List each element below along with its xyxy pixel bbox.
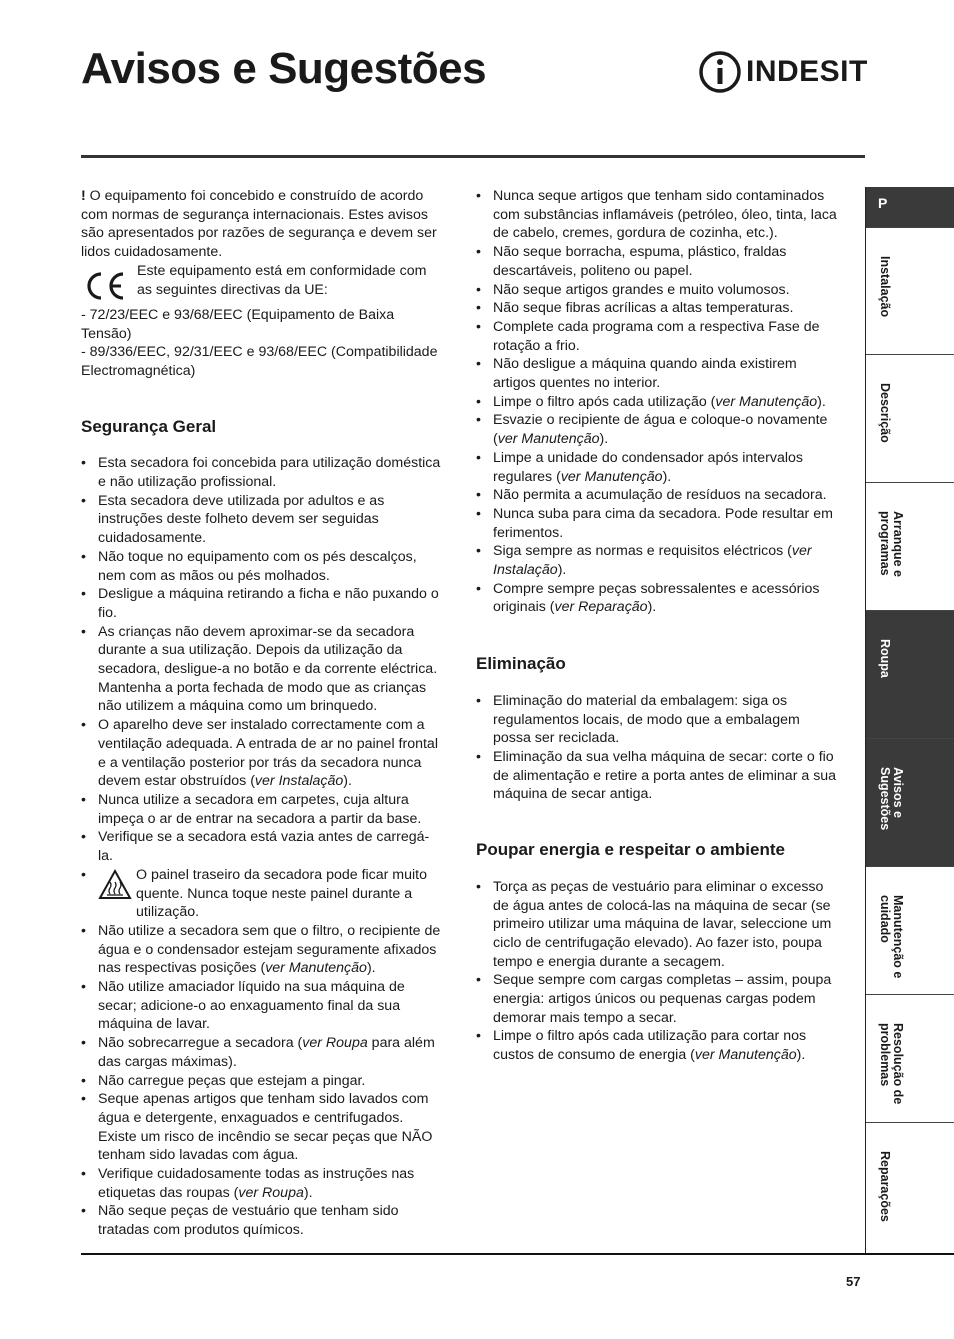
page-number: 57 [846, 1274, 861, 1289]
list-item: • Esta secadora foi concebida para utilização doméstica e não utilização profissional. [81, 454, 443, 491]
list-item: • Esta secadora deve utilizada por adultos e as instruções deste folheto devem ser seguidas cuidadosamente. [81, 492, 443, 548]
indesit-logo-icon [698, 50, 742, 94]
intro-paragraph: ! O equipamento foi concebido e construído de acordo com normas de segurança internacionais. Estes avisos são apresentados por razões de segurança e devem ser lidos cuidadosamente. [81, 188, 437, 261]
list-item: • Seque sempre com cargas completas – assim, poupa energia: artigos únicos ou pequenas cargas podem demorar mais tempo a secar. [476, 971, 838, 1027]
list-item: • Não utilize a secadora sem que o filtro, o recipiente de água e o condensador estejam seguramente afixados nas respectivas posições (ver Manutenção). [81, 922, 443, 978]
left-column [81, 187, 443, 1240]
cross-reference: ver Reparação [554, 599, 648, 616]
list-item: • Não desligue a máquina quando ainda existirem artigos quentes no interior. [476, 355, 838, 392]
list-item: • Não utilize amaciador líquido na sua máquina de secar; adicione-o ao enxaguamento final da sua máquina de lavar. [81, 978, 443, 1034]
list-item: • Seque apenas artigos que tenham sido lavados com água e detergente, enxaguados e centrifugados. Existe um risco de incêndio se secar peças que NÃO tenham sido lavadas com água. [81, 1090, 443, 1165]
brand-name: INDESIT [746, 55, 868, 88]
right-column [476, 187, 838, 1065]
list-item: • Não seque peças de vestuário que tenham sido tratadas com produtos químicos. [81, 1202, 443, 1239]
tab-maintenance[interactable]: Manutenção e cuidado [866, 866, 954, 994]
cross-reference: ver Manutenção [560, 468, 663, 485]
cross-reference: ver Manutenção [497, 431, 600, 448]
list-item: • O painel traseiro da secadora pode ficar muito quente. Nunca toque neste painel durante a utilização. [81, 866, 443, 922]
cross-reference: ver Instalação [493, 543, 812, 579]
list-item: • As crianças não devem aproximar-se da secadora durante a sua utilização. Depois da utilização da secadora, desligue-a no botão e da corrente eléctrica. Mantenha a porta fechada de modo que as crianças não utilizem a máquina como um brinquedo. [81, 623, 443, 717]
list-item: • Eliminação da sua velha máquina de secar: corte o fio de alimentação e retire a porta antes de eliminar a sua máquina de secar antiga. [476, 748, 838, 804]
list-item: • Torça as peças de vestuário para eliminar o excesso de água antes de colocá-las na máquina de secar (se primeiro utilizar uma máquina de lavar, seleccione um ciclo de centrifugação elevado). Ao fazer isto, poupa tempo e energia durante a secagem. [476, 878, 838, 972]
directive-low-voltage: - 72/23/EEC e 93/68/EEC (Equipamento de Baixa Tensão) [81, 306, 395, 342]
list-item: • Não carregue peças que estejam a pingar. [81, 1072, 443, 1091]
cross-reference: ver Manutenção [715, 393, 818, 410]
tab-installation[interactable]: Instalação [866, 227, 954, 354]
list-item: • Limpe a unidade do condensador após intervalos regulares (ver Manutenção). [476, 449, 838, 486]
cross-reference: ver Manutenção [694, 1047, 797, 1064]
list-item: • O aparelho deve ser instalado correctamente com a ventilação adequada. A entrada de ar no painel frontal e a ventilação posterior por trás da secadora nunca devem estar obstruídos (ver Instalação). [81, 716, 443, 791]
list-item: • Não seque fibras acrílicas a altas temperaturas. [476, 299, 838, 318]
list-item: • Limpe o filtro após cada utilização para cortar nos custos de consumo de energia (ver Manutenção). [476, 1027, 838, 1064]
list-item: • Siga sempre as normas e requisitos eléctricos (ver Instalação). [476, 542, 838, 579]
section-tabs [865, 187, 954, 1253]
tab-repairs[interactable]: Reparações [866, 1122, 954, 1253]
tab-laundry[interactable]: Roupa [866, 610, 954, 738]
list-item: • Verifique se a secadora está vazia antes de carregá-la. [81, 828, 443, 865]
list-item: • Eliminação do material da embalagem: siga os regulamentos locais, de modo que a embalagem possa ser reciclada. [476, 692, 838, 748]
page-title: Avisos e Sugestões [81, 44, 487, 93]
list-item: • Verifique cuidadosamente todas as instruções nas etiquetas das roupas (ver Roupa). [81, 1165, 443, 1202]
list-item: • Limpe o filtro após cada utilização (ver Manutenção). [476, 393, 838, 412]
tab-troubleshooting[interactable]: Resolução de problemas [866, 994, 954, 1122]
tab-warnings-suggestions[interactable]: Avisos e Sugestões [866, 738, 954, 866]
tab-start-programs[interactable]: Arranque e programas [866, 482, 954, 610]
list-item: • Desligue a máquina retirando a ficha e não puxando o fio. [81, 585, 443, 622]
disposal-list [476, 692, 838, 804]
list-item: • Não permita a acumulação de resíduos na secadora. [476, 486, 838, 505]
brand-logo [698, 50, 868, 94]
header-divider [81, 155, 865, 158]
hot-surface-warning-icon [98, 868, 132, 902]
cross-reference: ver Roupa [238, 1184, 304, 1201]
cross-reference: ver Roupa [302, 1035, 368, 1052]
list-item: • Nunca suba para cima da secadora. Pode resultar em ferimentos. [476, 505, 838, 542]
list-item: • Esvazie o recipiente de água e coloque-o novamente (ver Manutenção). [476, 411, 838, 448]
list-item: • Complete cada programa com a respectiva Fase de rotação a frio. [476, 318, 838, 355]
safety-list-continued [476, 187, 838, 617]
list-item: • Compre sempre peças sobressalentes e acessórios originais (ver Reparação). [476, 580, 838, 617]
energy-list [476, 878, 838, 1065]
list-item: • Nunca utilize a secadora em carpetes, cuja altura impeça o ar de entrar na secadora a partir da base. [81, 791, 443, 828]
list-item: • Não sobrecarregue a secadora (ver Roupa para além das cargas máximas). [81, 1034, 443, 1071]
safety-list [81, 454, 443, 1240]
ce-mark-icon [81, 266, 129, 306]
cross-reference: ver Manutenção [265, 960, 367, 977]
cross-reference: ver Instalação [254, 773, 344, 790]
ce-compliance [81, 262, 443, 306]
directive-emc: - 89/336/EEC, 92/31/EEC e 93/68/EEC (Compatibilidade Electromagnética) [81, 344, 438, 379]
heading-disposal: Eliminação [476, 654, 566, 674]
warning-mark: ! [81, 188, 86, 204]
tab-language[interactable]: P [866, 187, 954, 227]
ce-text: Este equipamento está em conformidade com as seguintes directivas da UE: [137, 262, 427, 298]
tab-description[interactable]: Descrição [866, 354, 954, 482]
footer-divider [81, 1253, 954, 1255]
list-item: • Não seque artigos grandes e muito volumosos. [476, 281, 838, 300]
heading-energy-saving: Poupar energia e respeitar o ambiente [476, 840, 785, 860]
list-item: • Não seque borracha, espuma, plástico, fraldas descartáveis, politeno ou papel. [476, 243, 838, 280]
list-item: • Não toque no equipamento com os pés descalços, nem com as mãos ou pés molhados. [81, 548, 443, 585]
heading-general-safety: Segurança Geral [81, 416, 217, 436]
list-item: • Nunca seque artigos que tenham sido contaminados com substâncias inflamáveis (petróleo, óleo, tinta, laca de cabelo, cremes, gordura de cozinha, etc.). [476, 187, 838, 243]
